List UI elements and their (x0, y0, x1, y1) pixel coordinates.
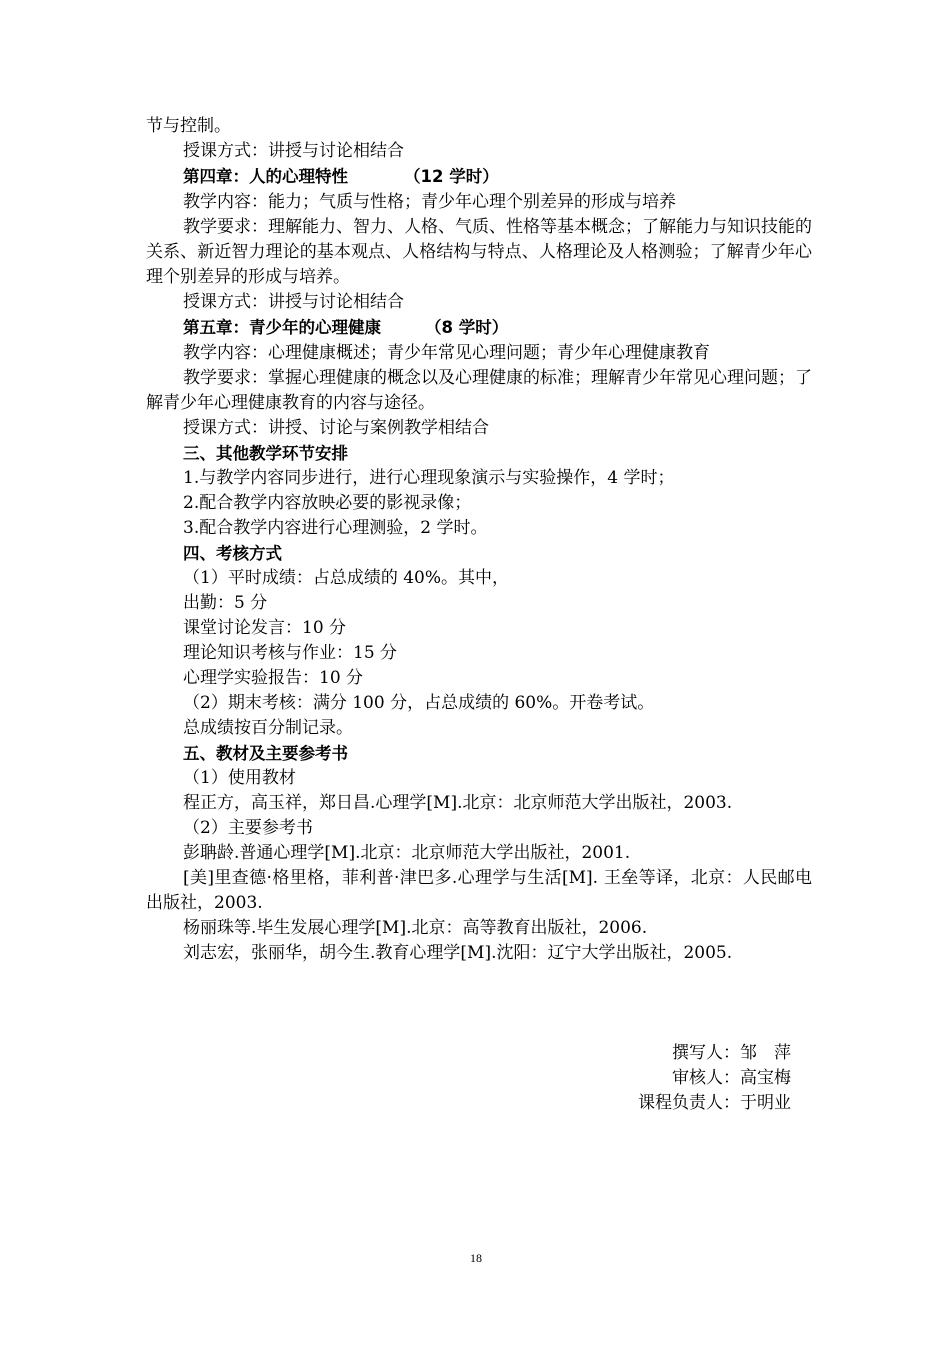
list-item: （2）主要参考书 (183, 818, 313, 838)
list-item: 理论知识考核与作业：15 分 (183, 643, 398, 663)
teaching-method: 授课方式：讲授与讨论相结合 (183, 141, 404, 161)
text-line: 节与控制。 (146, 116, 231, 136)
reference-item: 彭聃龄.普通心理学[M].北京：北京师范大学出版社，2001. (183, 843, 631, 863)
signature-block (638, 1041, 798, 1116)
page-body (146, 114, 812, 966)
list-item: 出勤：5 分 (183, 593, 268, 613)
list-item: 2.配合教学内容放映必要的影视录像； (183, 493, 472, 513)
chapter-4-content: 教学内容：能力；气质与性格；青少年心理个别差异的形成与培养 (183, 192, 676, 212)
section-5-heading: 五、教材及主要参考书 (183, 744, 348, 763)
list-item: 心理学实验报告：10 分 (183, 668, 364, 688)
writer-label: 撰写人： (672, 1043, 740, 1063)
section-3-heading: 三、其他教学环节安排 (183, 444, 348, 463)
chapter-5-requirements: 教学要求：掌握心理健康的概念以及心理健康的标准；理解青少年常见心理问题；了解青少年心理健康教育的内容与途径。 (146, 368, 812, 413)
list-item: （1）平时成绩：占总成绩的 40%。其中， (183, 568, 510, 588)
writer-name: 邹 萍 (740, 1043, 791, 1063)
chapter-5-content: 教学内容：心理健康概述；青少年常见心理问题；青少年心理健康教育 (183, 343, 710, 363)
writer-line (638, 1041, 798, 1066)
list-item: 总成绩按百分制记录。 (183, 718, 353, 738)
page-number: 18 (470, 1251, 482, 1265)
section-4-heading: 四、考核方式 (183, 544, 282, 563)
chapter-4-hours: （12 学时） (404, 167, 499, 186)
reference-item: 程正方，高玉祥，郑日昌.心理学[M].北京：北京师范大学出版社，2003. (183, 793, 733, 813)
chapter-4-heading (146, 164, 812, 190)
list-item: 1.与教学内容同步进行，进行心理现象演示与实验操作，4 学时； (183, 468, 675, 488)
chapter-5-method: 授课方式：讲授、讨论与案例教学相结合 (183, 418, 489, 438)
list-item: 课堂讨论发言：10 分 (183, 618, 347, 638)
chapter-5-heading (146, 315, 812, 341)
chapter-4-method: 授课方式：讲授与讨论相结合 (183, 292, 404, 312)
course-owner-label: 课程负责人： (638, 1093, 740, 1113)
list-item: （1）使用教材 (183, 768, 296, 788)
chapter-4-requirements: 教学要求：理解能力、智力、人格、气质、性格等基本概念；了解能力与知识技能的关系、新近智力理论的基本观点、人格结构与特点、人格理论及人格测验；了解青少年心理个别差异的形成与培养。 (146, 217, 812, 287)
chapter-4-title: 第四章：人的心理特性 (183, 167, 348, 186)
reference-item: [美]里查德·格里格，菲利普·津巴多.心理学与生活[M]. 王垒等译，北京：人民邮电出版社，2003. (146, 868, 812, 913)
reference-item: 杨丽珠等.毕生发展心理学[M].北京：高等教育出版社，2006. (183, 918, 648, 938)
chapter-5-title: 第五章：青少年的心理健康 (183, 318, 381, 337)
chapter-5-hours: （8 学时） (425, 318, 509, 337)
course-owner-name: 于明业 (740, 1093, 791, 1113)
course-owner-line (638, 1091, 798, 1116)
reviewer-name: 高宝梅 (740, 1068, 791, 1088)
list-item: 3.配合教学内容进行心理测验，2 学时。 (183, 518, 488, 538)
reference-item: 刘志宏，张丽华，胡今生.教育心理学[M].沈阳：辽宁大学出版社，2005. (183, 943, 733, 963)
reviewer-label: 审核人： (672, 1068, 740, 1088)
list-item: （2）期末考核：满分 100 分，占总成绩的 60%。开卷考试。 (183, 693, 655, 713)
reviewer-line (638, 1066, 798, 1091)
